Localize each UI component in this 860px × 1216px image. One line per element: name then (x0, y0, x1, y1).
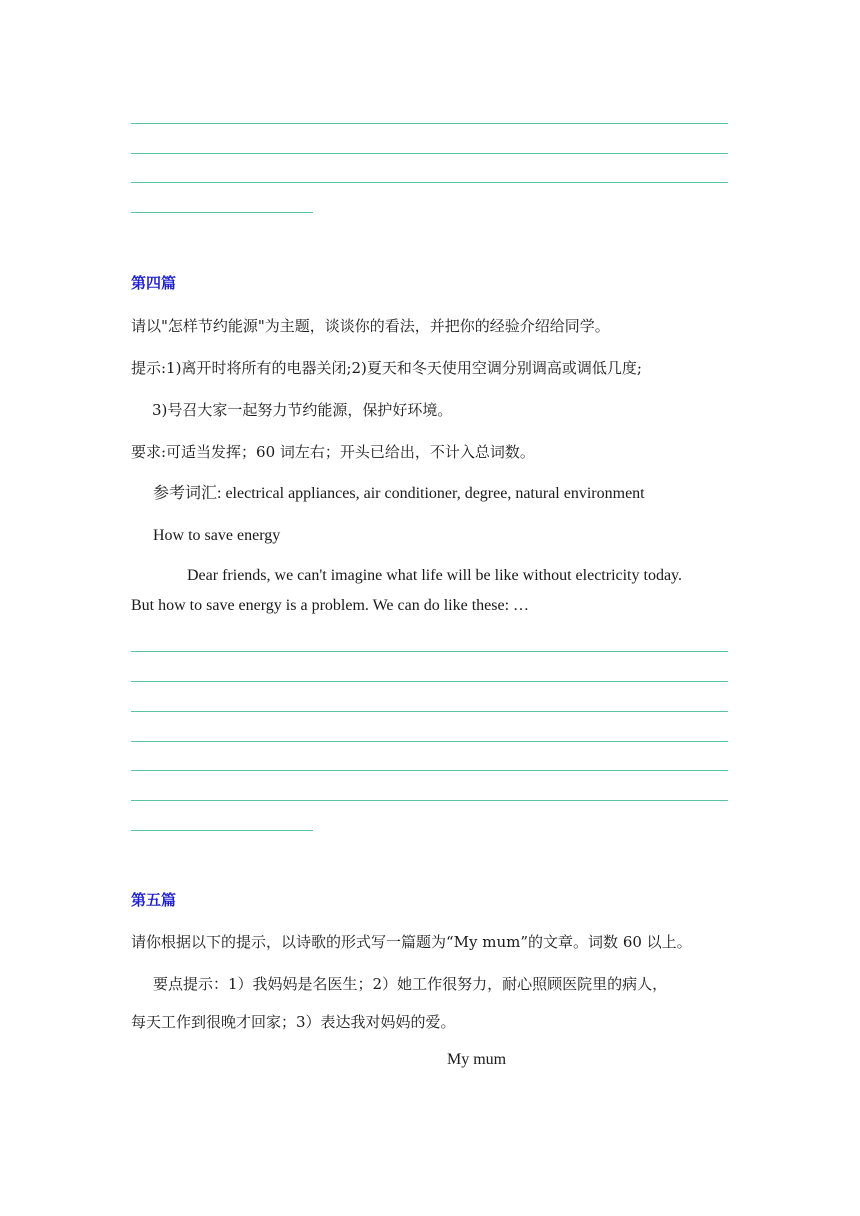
points-text: 每天工作到很晚才回家；3）表达我对妈妈的爱。 (131, 1013, 456, 1031)
answer-line (131, 741, 728, 742)
vocabulary-text: 参考词汇: electrical appliances, air conditioner, degree, natural environment (153, 485, 645, 502)
points-text: 要点提示：1）我妈妈是名医生；2）她工作很努力，耐心照顾医院里的病人， (153, 975, 668, 993)
answer-line (131, 651, 728, 652)
answer-line (131, 711, 728, 712)
instruction-text: 请以"怎样节约能源"为主题，谈谈你的看法，并把你的经验介绍给同学。 (131, 317, 610, 335)
answer-line (131, 800, 728, 801)
hint-text: 提示:1)离开时将所有的电器关闭;2)夏天和冬天使用空调分别调高或调低几度; (131, 359, 642, 377)
essay-opening: Dear friends, we can't imagine what life will be like without electricity today. (187, 567, 683, 584)
answer-line (131, 830, 313, 831)
requirement-text: 要求:可适当发挥；60 词左右；开头已给出，不计入总词数。 (131, 443, 535, 461)
section-heading: 第五篇 (131, 891, 177, 909)
essay-title: My mum (447, 1051, 507, 1068)
answer-line (131, 153, 728, 154)
essay-opening: But how to save energy is a problem. We can do like these: … (131, 597, 530, 614)
hint-text: 3)号召大家一起努力节约能源，保护好环境。 (152, 401, 453, 419)
answer-line (131, 681, 728, 682)
answer-line (131, 770, 728, 771)
answer-line (131, 182, 728, 183)
answer-line (131, 123, 728, 124)
answer-line (131, 212, 313, 213)
section-heading: 第四篇 (131, 274, 177, 292)
instruction-text: 请你根据以下的提示，以诗歌的形式写一篇题为“My mum”的文章。词数 60 以上。 (131, 933, 692, 951)
essay-title: How to save energy (153, 527, 281, 544)
